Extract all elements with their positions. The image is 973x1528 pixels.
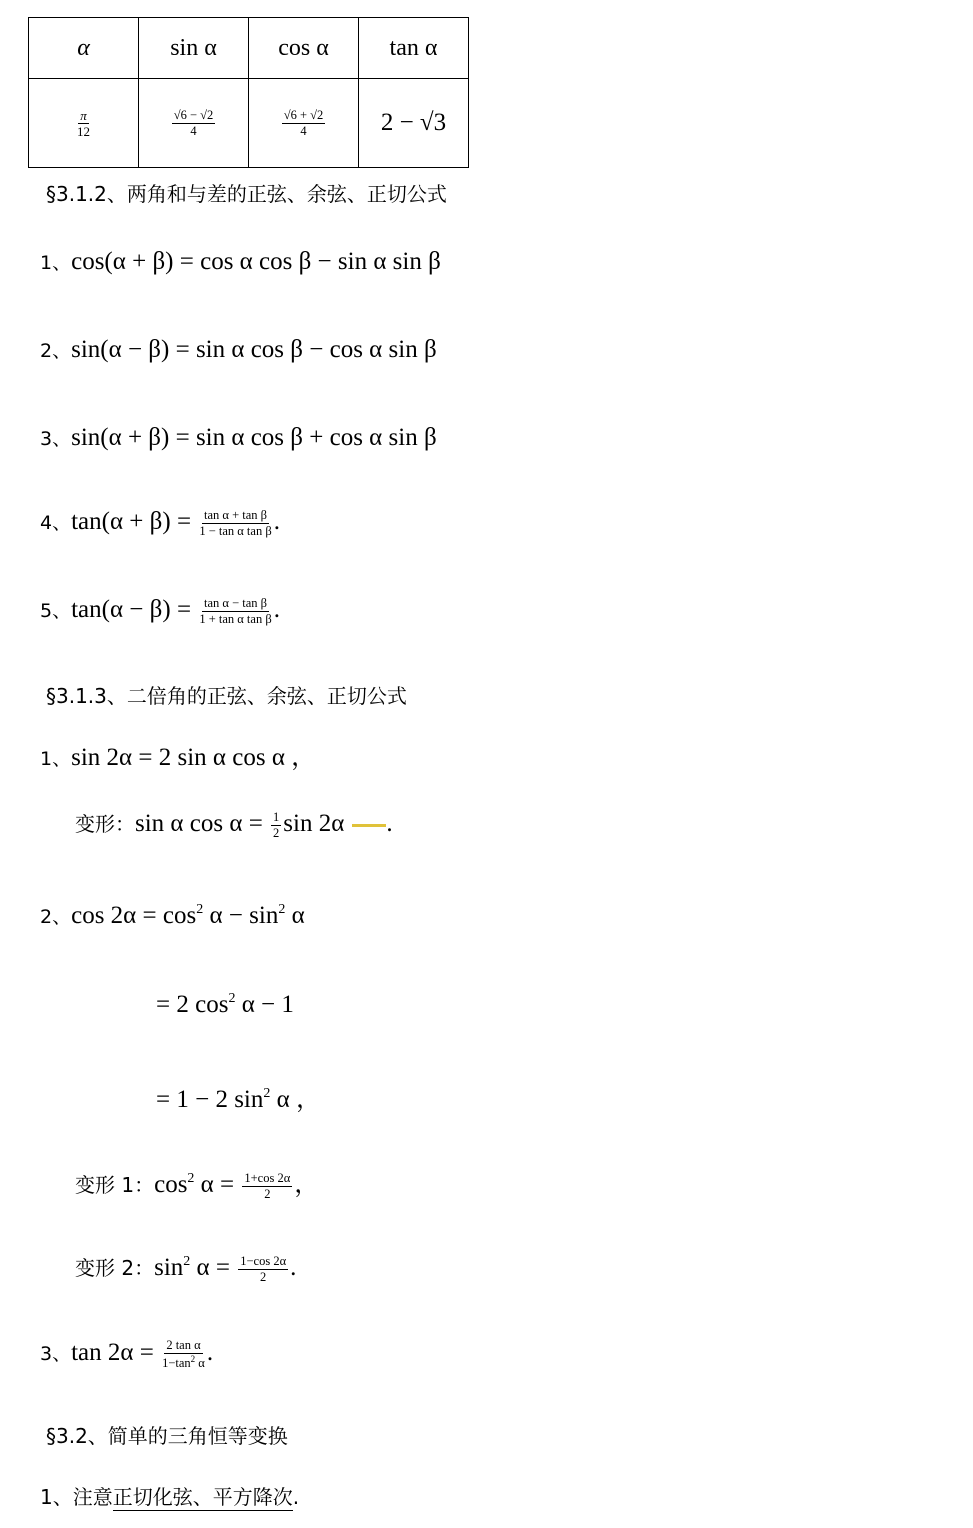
tip-item-1: 1、注意正切化弦、平方降次. (40, 1485, 300, 1509)
header-sin: sin α (139, 18, 249, 79)
section-heading-312: §3.1.2、两角和与差的正弦、余弦、正切公式 (46, 182, 447, 206)
underlined-key-phrase: 正切化弦、平方降次 (112, 1485, 293, 1509)
section-heading-313: §3.1.3、二倍角的正弦、余弦、正切公式 (46, 684, 407, 708)
cell-sin-value: $\frac{√6 - √2}{4}$ (139, 79, 249, 168)
formula-cos-double: 2、$\cos 2\alpha = \cos^2 \alpha - \sin^2 \alpha$ (40, 902, 305, 929)
formula-cos-double-form2: = 2 $\cos^2 \alpha - 1$ (156, 991, 294, 1018)
section-heading-32: §3.2、简单的三角恒等变换 (46, 1424, 288, 1448)
table-header-row (29, 18, 469, 79)
cell-cos-value: $\frac{√6 + √2}{4}$ (249, 79, 359, 168)
formula-variant-1: 变形 1：$\cos^2 \alpha$ = $\frac{1+\cos 2\alpha}{2}$ ， (75, 1171, 320, 1201)
formula-sin-diff: 2、sin(α − β) = sin α cos β − cos α sin β (40, 336, 437, 363)
table-value-row (29, 79, 469, 168)
formula-cos-double-form3: = 1 − 2 $\sin^2 \alpha$ ， (156, 1086, 321, 1113)
formula-sin-sum: 3、sin(α + β) = sin α cos β + cos α sin β (40, 424, 437, 451)
formula-tan-diff: 5、tan(α − β) = $\frac{\text{tan α − tan β}}{\text{1 + tan α tan β}}$ . (40, 596, 280, 626)
header-cos: cos α (249, 18, 359, 79)
formula-variant-2: 变形 2：$\sin^2 \alpha$ = $\frac{1-\cos 2\alpha}{2}$ . (75, 1254, 297, 1284)
highlight-mark (352, 824, 386, 827)
formula-tan-sum: 4、tan(α + β) = $\frac{\text{tan α + tan β}}{\text{1 − tan α tan β}}$ . (40, 508, 280, 538)
formula-cos-sum: 1、cos(α + β) = cos α cos β − sin α sin β (40, 248, 441, 275)
formula-variant-sincos: 变形：sin α cos α = $\frac{1}{2}$ sin 2α . (75, 810, 393, 840)
cell-tan-value: 2 − √3 (359, 79, 469, 168)
formula-tan-double: 3、tan 2α = $\frac{\text{2 tan α}}{1-\tan^2 \alpha}$ . (40, 1338, 214, 1370)
cell-angle: $\frac{\pi}{12}$ (29, 79, 139, 168)
header-tan: tan α (359, 18, 469, 79)
header-alpha: α (29, 18, 139, 79)
formula-sin-double: 1、sin 2α = 2 sin α cos α ， (40, 744, 317, 771)
trig-value-table (28, 17, 469, 168)
